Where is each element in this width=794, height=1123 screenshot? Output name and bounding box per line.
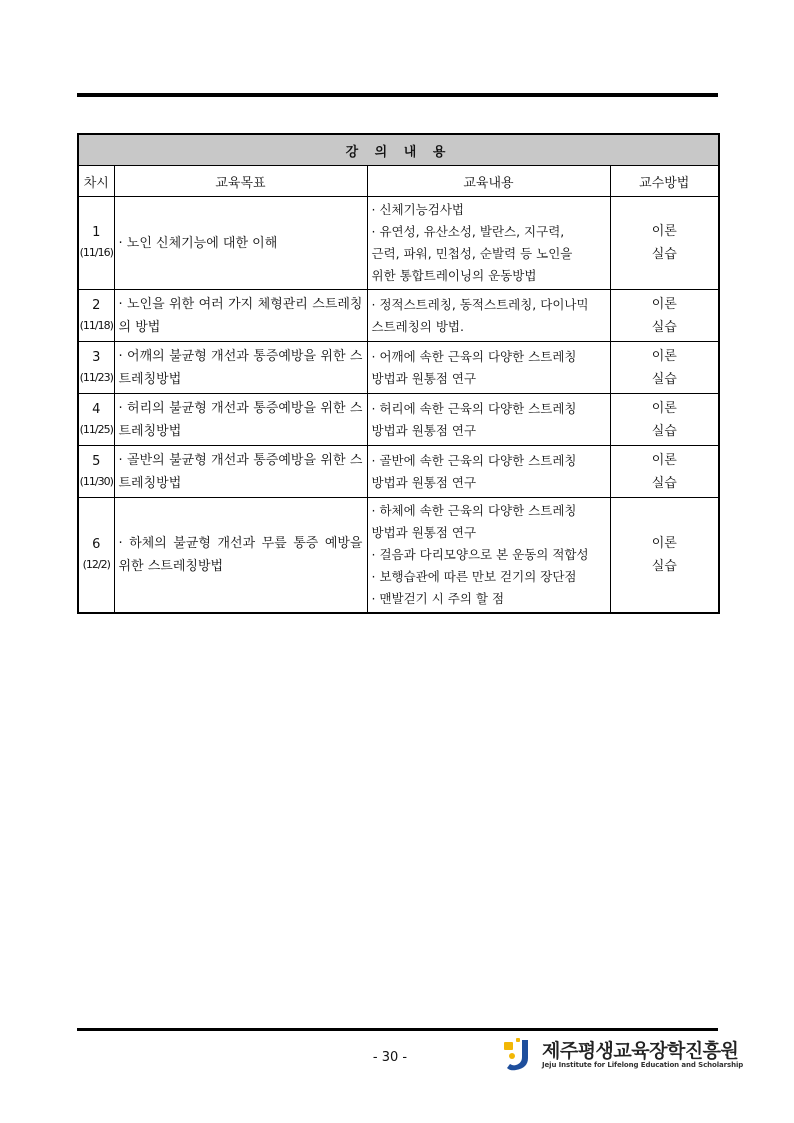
session-cell xyxy=(78,498,114,614)
content-line: · 신체기능검사법 xyxy=(371,202,464,217)
session-date: (11/30) xyxy=(79,474,113,488)
method-label: 이론 xyxy=(651,400,677,416)
table-row xyxy=(78,498,719,614)
content-line: · 보행습관에 따른 만보 걷기의 장단점 xyxy=(371,569,577,584)
method-label: 실습 xyxy=(651,559,677,574)
content-line: · 정적스트레칭, 동적스트레칭, 다이나믹 xyxy=(371,296,589,312)
logo-mark-icon xyxy=(502,1036,536,1072)
session-cell xyxy=(78,446,114,498)
goal-cell: · 하체의 불균형 개선과 무릎 통증 예방을 위한 스트레칭방법 xyxy=(114,498,367,614)
session-date: (11/18) xyxy=(79,318,113,332)
content-line: · 걸음과 다리모양으로 본 운동의 적합성 xyxy=(371,547,589,562)
session-date: (12/2) xyxy=(82,558,110,571)
lecture-content-table xyxy=(77,133,720,614)
goal-cell: · 노인 신체기능에 대한 이해 xyxy=(114,197,367,290)
content-cell xyxy=(367,446,610,498)
content-line: · 골반에 속한 근육의 다양한 스트레칭 xyxy=(371,452,577,468)
method-label: 이론 xyxy=(651,452,677,468)
content-line: 방법과 원통점 연구 xyxy=(371,474,477,490)
header-goal: 교육목표 xyxy=(114,166,367,197)
content-line: 방법과 원통점 연구 xyxy=(371,370,477,386)
content-line: · 유연성, 유산소성, 발란스, 지구력, xyxy=(371,224,565,239)
method-label: 이론 xyxy=(651,224,677,239)
session-cell xyxy=(78,197,114,290)
table-row xyxy=(78,394,719,446)
session-number: 3 xyxy=(92,349,101,365)
footer-rule xyxy=(77,1028,718,1031)
page-number: - 30 - xyxy=(372,1050,408,1065)
method-label: 실습 xyxy=(651,319,677,335)
content-line: · 하체에 속한 근육의 다양한 스트레칭 xyxy=(371,503,577,518)
method-label: 이론 xyxy=(651,348,677,364)
method-cell xyxy=(610,197,719,290)
session-number: 5 xyxy=(92,453,101,469)
table-row xyxy=(78,342,719,394)
session-date: (11/16) xyxy=(79,246,113,259)
goal-cell: · 노인을 위한 여러 가지 체형관리 스트레칭의 방법 xyxy=(114,290,367,342)
method-label: 실습 xyxy=(651,371,677,387)
content-cell xyxy=(367,498,610,614)
content-cell xyxy=(367,342,610,394)
content-line: 위한 통합트레이닝의 운동방법 xyxy=(371,268,537,283)
organization-logo xyxy=(502,1036,744,1076)
method-cell xyxy=(610,446,719,498)
content-cell xyxy=(367,290,610,342)
method-label: 실습 xyxy=(651,423,677,439)
content-cell xyxy=(367,197,610,290)
session-cell xyxy=(78,394,114,446)
table-title: 강 의 내 용 xyxy=(78,134,719,166)
method-cell xyxy=(610,342,719,394)
header-method: 교수방법 xyxy=(610,166,719,197)
header-rule xyxy=(77,93,718,97)
table-row xyxy=(78,197,719,290)
content-line: · 어깨에 속한 근육의 다양한 스트레칭 xyxy=(371,348,577,364)
method-label: 이론 xyxy=(651,296,677,312)
header-session: 차시 xyxy=(78,166,114,197)
table-row xyxy=(78,446,719,498)
content-cell xyxy=(367,394,610,446)
session-cell xyxy=(78,290,114,342)
session-number: 1 xyxy=(92,225,101,240)
content-line: 방법과 원통점 연구 xyxy=(371,525,477,540)
session-date: (11/23) xyxy=(79,370,113,384)
content-line: 방법과 원통점 연구 xyxy=(371,422,477,438)
table-row xyxy=(78,290,719,342)
goal-cell: · 어깨의 불균형 개선과 통증예방을 위한 스트레칭방법 xyxy=(114,342,367,394)
content-line: · 맨발걷기 시 주의 할 점 xyxy=(371,591,505,606)
header-content: 교육내용 xyxy=(367,166,610,197)
session-number: 6 xyxy=(92,537,101,552)
organization-name: 제주평생교육장학진흥원 xyxy=(542,1040,739,1062)
method-cell xyxy=(610,290,719,342)
session-cell xyxy=(78,342,114,394)
goal-cell: · 허리의 불균형 개선과 통증예방을 위한 스트레칭방법 xyxy=(114,394,367,446)
content-line: 근력, 파워, 민첩성, 순발력 등 노인을 xyxy=(371,246,573,261)
session-number: 2 xyxy=(92,297,101,313)
organization-name-english: Jeju Institute for Lifelong Education and Scholarship xyxy=(542,1061,744,1069)
method-label: 실습 xyxy=(651,475,677,491)
session-number: 4 xyxy=(92,401,101,417)
goal-cell: · 골반의 불균형 개선과 통증예방을 위한 스트레칭방법 xyxy=(114,446,367,498)
method-cell xyxy=(610,394,719,446)
content-line: · 허리에 속한 근육의 다양한 스트레칭 xyxy=(371,400,577,416)
content-line: 스트레칭의 방법. xyxy=(371,318,464,334)
session-date: (11/25) xyxy=(79,422,113,436)
method-label: 이론 xyxy=(651,536,677,551)
method-label: 실습 xyxy=(651,247,677,262)
method-cell xyxy=(610,498,719,614)
